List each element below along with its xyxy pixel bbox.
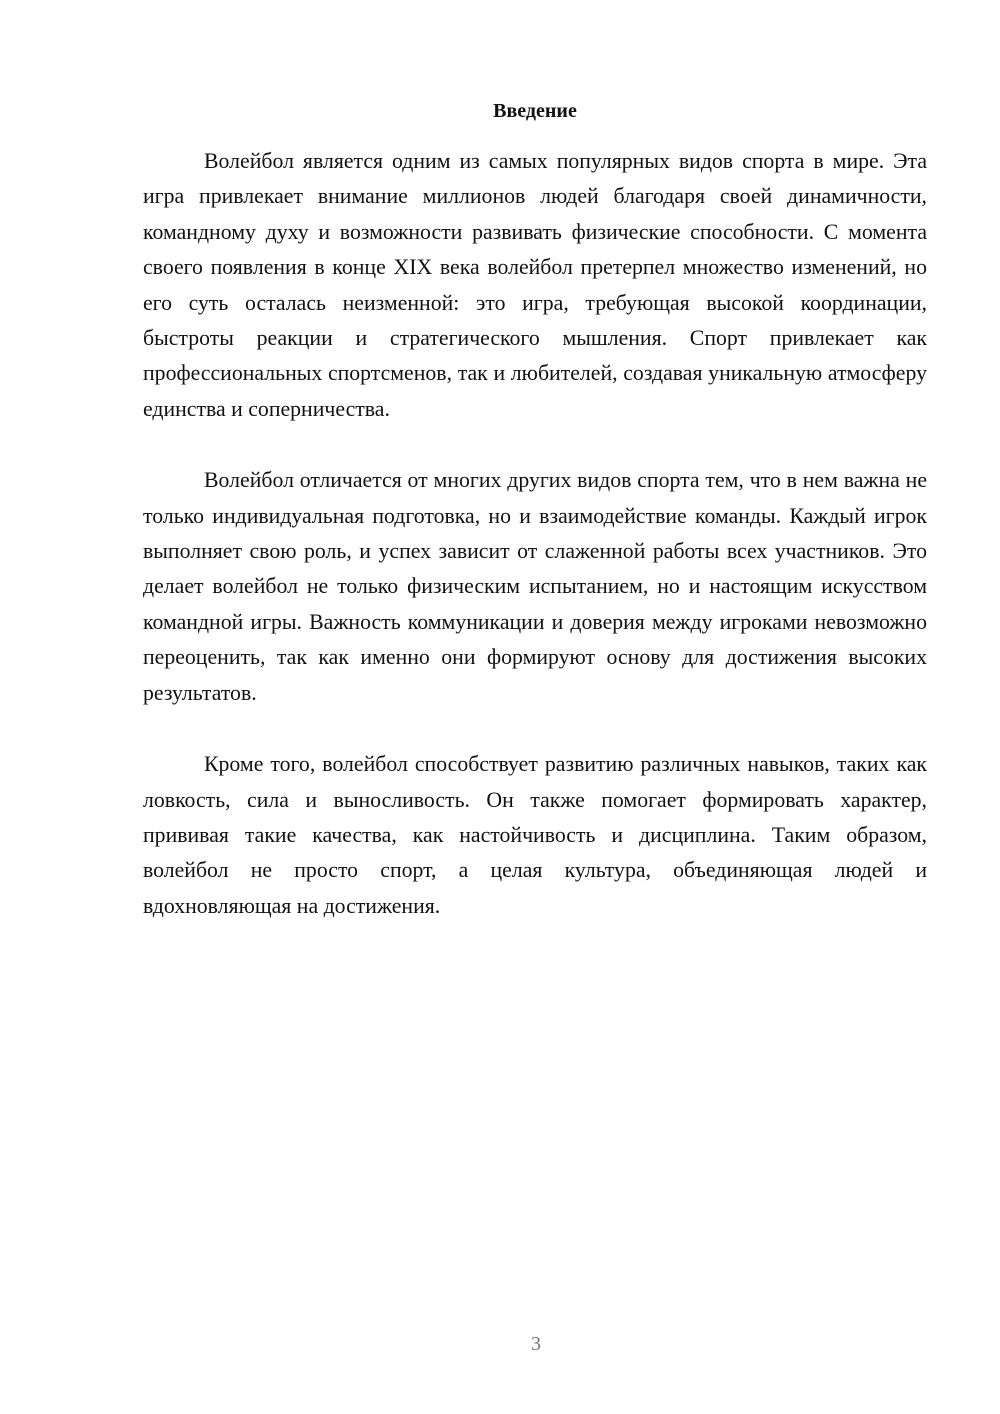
page-content bbox=[143, 96, 927, 960]
section-heading: Введение bbox=[493, 100, 577, 122]
paragraph-3: Кроме того, волейбол способствует развитию различных навыков, таких как ловкость, сила и выносливость. Он также помогает формировать характер, прививая такие качества, как настойчивость и дисциплина. Таким образом, волейбол не просто спорт, а целая культура, объединяющая людей и вдохновляющая на достижения. bbox=[143, 752, 927, 918]
paragraph-1: Волейбол является одним из самых популярных видов спорта в мире. Эта игра привлекает внимание миллионов людей благодаря своей динамичности, командному духу и возможности развивать физические способности. С момента своего появления в конце XIX века волейбол претерпел множество изменений, но его суть осталась неизменной: это игра, требующая высокой координации, быстроты реакции и стратегического мышления. Спорт привлекает как профессиональных спортсменов, так и любителей, создавая уникальную атмосферу единства и соперничества. bbox=[143, 149, 927, 421]
paragraph-2: Волейбол отличается от многих других видов спорта тем, что в нем важна не только индивидуальная подготовка, но и взаимодействие команды. Каждый игрок выполняет свою роль, и успех зависит от слаженной работы всех участников. Это делает волейбол не только физическим испытанием, но и настоящим искусством командной игры. Важность коммуникации и доверия между игроками невозможно переоценить, так как именно они формируют основу для достижения высоких результатов. bbox=[143, 468, 927, 705]
page-number: 3 bbox=[531, 1333, 541, 1355]
